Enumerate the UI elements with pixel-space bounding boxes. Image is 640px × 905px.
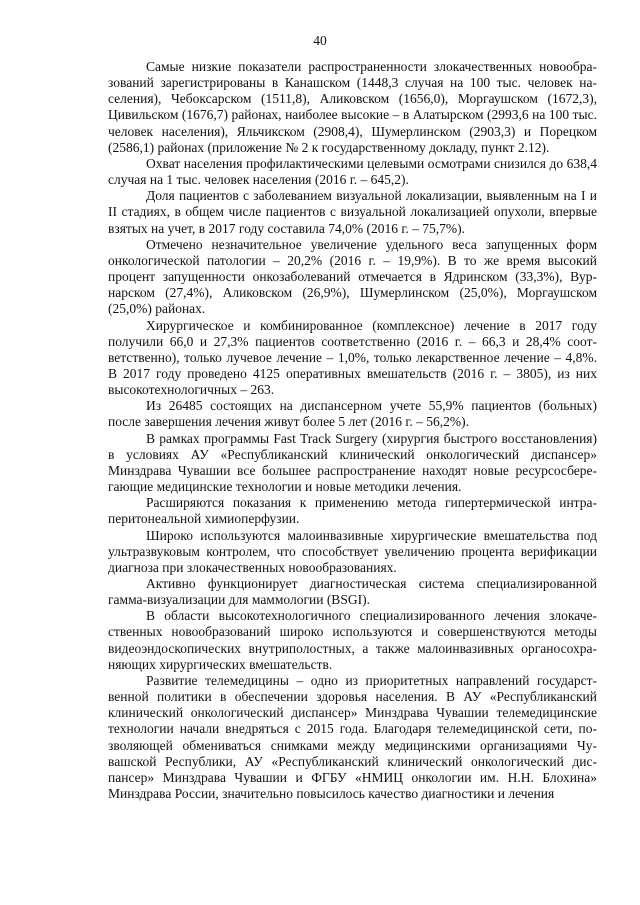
paragraph-advanced-forms: Отмечено незначительное увеличение удельного веса запущенных форм онкологической патологии – 20,2% (2016 г. – 19,9%). В то же время высокий процент запущенности онкозаболеваний отмечается в Ядринском (33,3%), Вурнарском (27,4%), Аликовском (26,9%), Шумерлинском (25,0%), Моргаушском (25,0%) районах. [108,236,597,317]
body-text [108,59,597,802]
paragraph-bsgi: Активно функционирует диагностическая система специализированной гамма-визуализации для маммологии (BSGI). [108,576,597,608]
paragraph-early-stage-share: Доля пациентов с заболеванием визуальной локализации, выявленным на I и II стадиях, в общем числе пациентов с визуальной локализацией опухоли, впервые взятых на учет, в 2017 году составила 74,0% (2016 г. – 75,7%). [108,188,597,236]
page-number: 40 [313,33,327,48]
paragraph-prevalence: Самые низкие показатели распространенности злокачественных новообразований зарегистрированы в Канашском (1448,3 случая на 100 тыс. человек населения), Чебоксарском (1511,8), Аликовском (1656,0), Моргаушском (1672,3), Цивильском (1676,7) районах, наиболее высокие – в Алатырском (2993,6 на 100 тыс. человек населения), Яльчикском (2908,4), Шумерлинском (2903,3) и Порецком (2586,1) районах (приложение № 2 к государственному докладу, пункт 2.12). [108,59,597,155]
paragraph-screening-coverage: Охват населения профилактическими целевыми осмотрами снизился до 638,4 случая на 1 тыс. человек населения (2016 г. – 645,2). [108,155,597,188]
paragraph-high-tech: В области высокотехнологичного специализированного лечения злокачественных новообразований широко используются и совершенствуются методы видеоэндоскопических внутриполостных, а также малоинвазивных органосохраняющих хирургических вмешательств. [108,608,597,672]
paragraph-survival: Из 26485 состоящих на диспансерном учете 55,9% пациентов (больных) после завершения лечения живут более 5 лет (2016 г. – 56,2%). [108,398,597,430]
paragraph-treatment: Хирургическое и комбинированное (комплексное) лечение в 2017 году получили 66,0 и 27,3% пациентов соответственно (2016 г. – 66,3 и 28,4% соответственно), только лучевое лечение – 1,0%, только лекарственное лечение – 4,8%. В 2017 году проведено 4125 оперативных вмешательств (2016 г. – 3805), из них высокотехнологичных – 263. [108,317,597,398]
paragraph-fast-track: В рамках программы Fast Track Surgery (хирургия быстрого восстановления) в условиях АУ «Республиканский клинический онкологический диспансер» Минздрава Чувашии все большее распространение находят новые ресурсосберегающие медицинские технологии и новые методики лечения. [108,430,597,495]
paragraph-telemedicine: Развитие телемедицины – одно из приоритетных направлений государственной политики в обеспечении здоровья населения. В АУ «Республиканский клинический онкологический диспансер» Минздрава Чувашии телемедицинские технологии начали внедряться с 2015 года. Благодаря телемедицинской сети, позволяющей обмениваться снимками между медицинскими организациями Чувашской Республики, АУ «Республиканский клинический онкологический диспансер» Минздрава Чувашии и ФГБУ «НМИЦ онкологии им. Н.Н. Блохина» Минздрава России, значительно повысилось качество диагностики и лечения [108,672,597,802]
paragraph-ultrasound: Широко используются малоинвазивные хирургические вмешательства под ультразвуковым контролем, что способствует увеличению процента верификации диагноза при злокачественных новообразованиях. [108,527,597,575]
paragraph-hipec: Расширяются показания к применению метода гипертермической интраперитонеальной химиоперфузии. [108,495,597,527]
